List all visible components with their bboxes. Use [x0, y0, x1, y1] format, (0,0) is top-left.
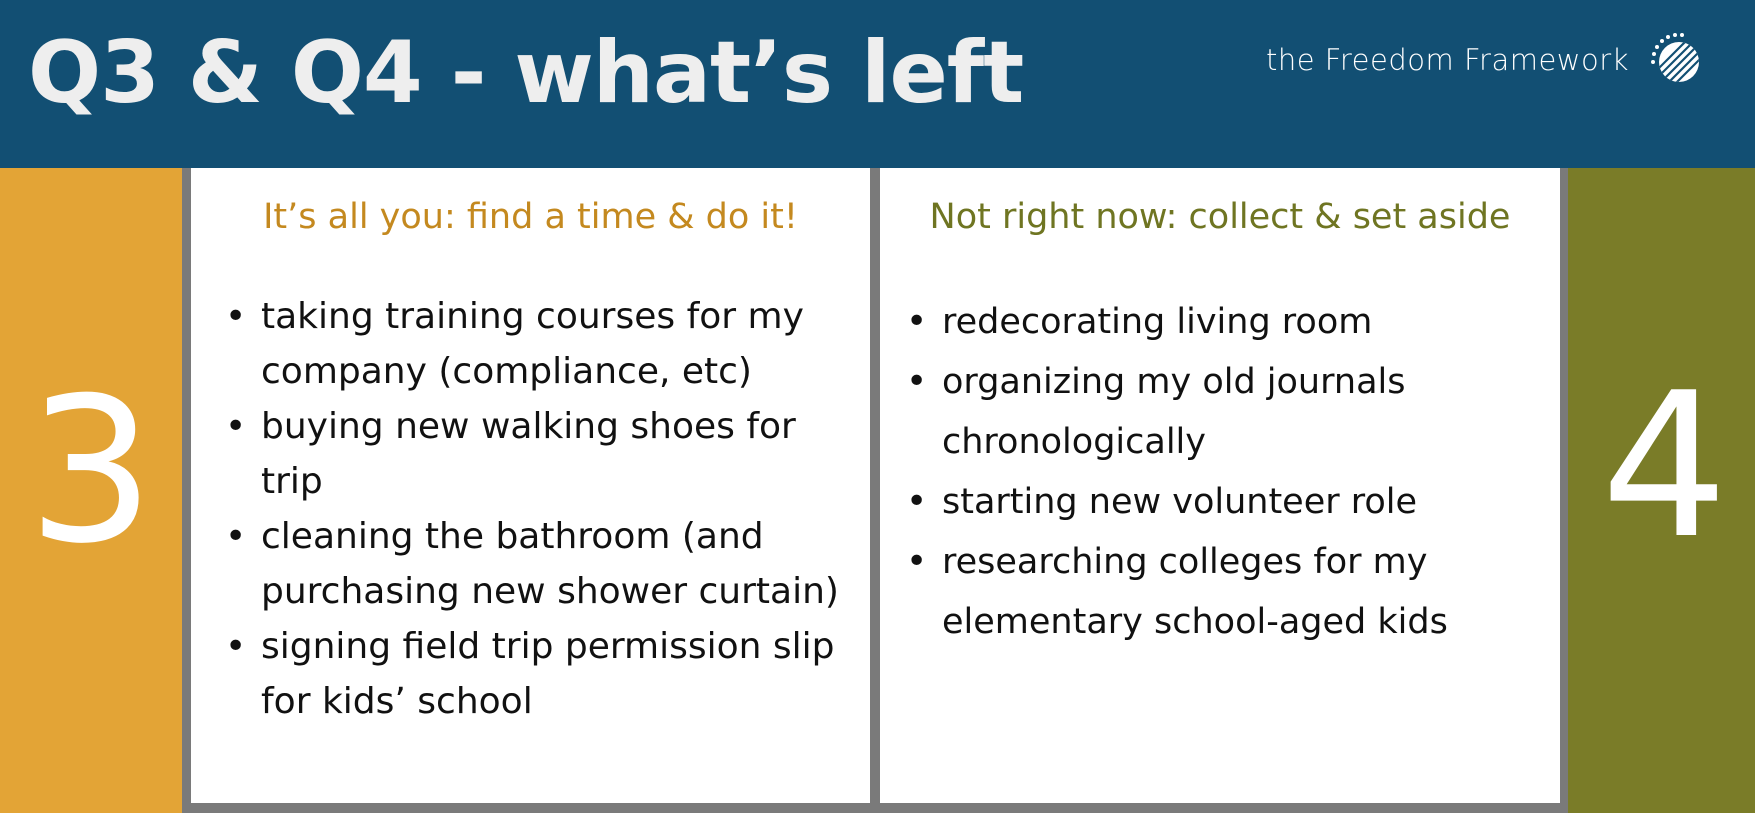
bullet-icon: •	[225, 516, 247, 557]
bullet-icon: •	[906, 361, 928, 402]
bullet-icon: •	[906, 541, 928, 582]
quadrant-3-number: 3	[27, 354, 155, 588]
brand-name: the Freedom Framework	[1265, 43, 1629, 77]
quadrant-4-number: 4	[1600, 349, 1729, 583]
bullet-icon: •	[225, 626, 247, 667]
list-item: • researching colleges for my elementary school-aged kids	[902, 532, 1540, 652]
quadrant-4-band	[1568, 168, 1755, 813]
bullet-icon: •	[225, 296, 247, 337]
bullet-icon: •	[906, 301, 928, 342]
quadrant-3-list	[221, 289, 862, 729]
list-item: • taking training courses for my company (compliance, etc)	[221, 289, 862, 399]
list-item: • starting new volunteer role	[902, 472, 1540, 532]
list-item: • organizing my old journals chronologically	[902, 352, 1540, 472]
quadrant-4-panel	[880, 168, 1560, 803]
list-item: • buying new walking shoes for trip	[221, 399, 862, 509]
quadrant-4-list	[902, 292, 1540, 652]
header-banner	[0, 0, 1755, 168]
list-item: • signing field trip permission slip for kids’ school	[221, 619, 862, 729]
list-item: • cleaning the bathroom (and purchasing new shower curtain)	[221, 509, 862, 619]
bullet-icon: •	[225, 406, 247, 447]
freedom-framework-logo-icon	[1647, 32, 1703, 88]
list-item: • redecorating living room	[902, 292, 1540, 352]
quadrant-4-heading: Not right now: collect & set aside	[929, 197, 1511, 237]
quadrant-3-panel	[191, 168, 870, 803]
bullet-icon: •	[906, 481, 928, 522]
quadrant-3-band	[0, 168, 182, 813]
page-title: Q3 & Q4 - what’s left	[28, 23, 1024, 123]
quadrant-3-heading: It’s all you: find a time & do it!	[263, 197, 798, 237]
brand	[1266, 18, 1703, 102]
